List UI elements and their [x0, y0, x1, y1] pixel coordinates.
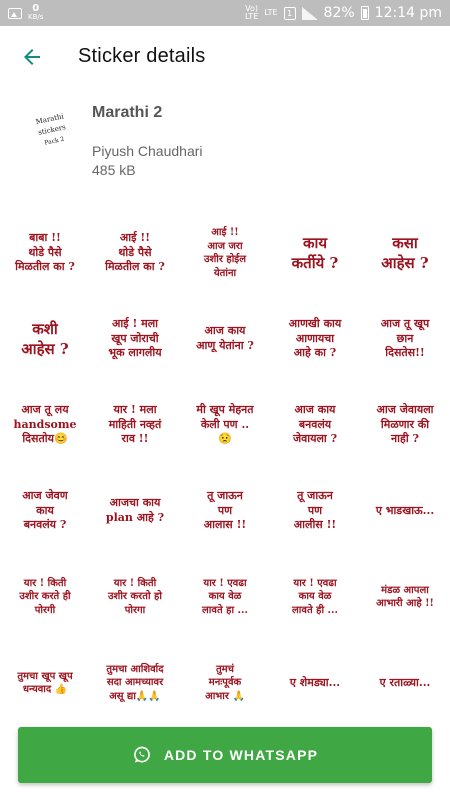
sticker-2[interactable]: आई !! थोडे पैसे मिळतील का ?	[105, 230, 165, 274]
volte-label: Vo) LTE	[244, 4, 259, 21]
sticker-27[interactable]: तुमचा आशिर्वाद सदा आमच्यावर असू द्या🙏🙏	[106, 663, 164, 702]
sticker-5[interactable]: कसा आहेस ?	[381, 233, 429, 272]
tray-line-1: Marathi	[34, 112, 65, 127]
pack-author: Piyush Chaudhari	[92, 143, 203, 159]
sticker-30[interactable]: ए रताळ्या...	[379, 675, 431, 689]
sticker-17[interactable]: आजचा काय plan आहे ?	[105, 496, 165, 524]
pack-size: 485 kB	[92, 162, 136, 178]
sticker-28[interactable]: तुमचं मनःपूर्वक आभार 🙏	[205, 663, 245, 702]
sticker-12[interactable]: यार ! मला माहिती नव्हतं राव !!	[108, 402, 162, 446]
signal-icon	[302, 7, 318, 20]
sticker-13[interactable]: मी खूप मेहनत केली पण .. 😟	[196, 402, 254, 446]
sticker-6[interactable]: कशी आहेस ?	[21, 319, 69, 358]
sticker-grid	[0, 210, 450, 730]
back-arrow-icon[interactable]	[20, 45, 44, 69]
sticker-9[interactable]: आणखी काय आणायचा आहे का ?	[288, 316, 342, 360]
net-speed-unit: KB/s	[28, 13, 44, 21]
pack-header	[0, 96, 450, 192]
add-to-whatsapp-button[interactable]	[18, 727, 432, 783]
sticker-22[interactable]: यार ! किती उशीर करतो हो पोरगा	[108, 577, 162, 616]
sticker-3[interactable]: आई !! आज जरा उशीर होईल येतांना	[203, 227, 247, 279]
sticker-8[interactable]: आज काय आणू येतांना ?	[196, 324, 254, 352]
sticker-4[interactable]: काय कर्तीये ?	[291, 233, 339, 272]
sticker-26[interactable]: तुमचा खूप खूप धन्यवाद 👍	[17, 670, 73, 695]
sticker-10[interactable]: आज तू खूप छान दिसतेस!!	[380, 316, 430, 360]
page-title: Sticker details	[78, 45, 206, 67]
sticker-16[interactable]: आज जेवण काय बनवलंय ?	[22, 488, 68, 532]
sticker-11[interactable]: आज तू लय handsome दिसतोय😊	[13, 402, 77, 446]
net-speed	[28, 5, 43, 21]
pack-name: Marathi 2	[92, 104, 163, 121]
sticker-1[interactable]: बाबा !! थोडे पैसे मिळतील का ?	[15, 230, 75, 274]
sticker-7[interactable]: आई ! मला खूप जोराची भूक लागलीय	[108, 316, 162, 360]
status-left	[8, 5, 43, 21]
lte-label: LTE	[264, 8, 278, 17]
sticker-15[interactable]: आज जेवायला मिळणार की नाही ?	[376, 402, 434, 446]
sticker-18[interactable]: तू जाऊन पण आलास !!	[203, 488, 247, 532]
app-bar	[0, 26, 450, 88]
sticker-25[interactable]: मंडळ आपला आभारी आहे !!	[376, 584, 434, 609]
sticker-24[interactable]: यार ! एवढा काय वेळ लावते ही ...	[292, 577, 338, 616]
status-right	[245, 5, 442, 21]
image-notification-icon	[8, 8, 22, 19]
battery-icon	[361, 6, 369, 20]
add-button-label: ADD TO WHATSAPP	[163, 747, 319, 763]
tray-line-2: stickers	[37, 123, 67, 137]
sticker-21[interactable]: यार ! किती उशीर करते ही पोरगी	[19, 577, 71, 616]
clock: 12:14 pm	[374, 5, 442, 21]
net-speed-value: 0	[32, 3, 40, 14]
sticker-29[interactable]: ए शेमड्या...	[289, 675, 341, 689]
sticker-19[interactable]: तू जाऊन पण आलीस !!	[293, 488, 337, 532]
sticker-23[interactable]: यार ! एवढा काय वेळ लावते हा ...	[202, 577, 248, 616]
tray-line-3: Pack 2	[43, 135, 65, 147]
sticker-20[interactable]: ए भाडखाऊ...	[375, 503, 435, 517]
status-bar	[0, 0, 450, 26]
whatsapp-icon	[132, 745, 152, 765]
sticker-14[interactable]: आज काय बनवलंय जेवायला ?	[292, 402, 338, 446]
pack-tray-image	[28, 106, 76, 154]
sim-icon: 1	[284, 7, 296, 20]
battery-percent: 82%	[323, 5, 355, 21]
